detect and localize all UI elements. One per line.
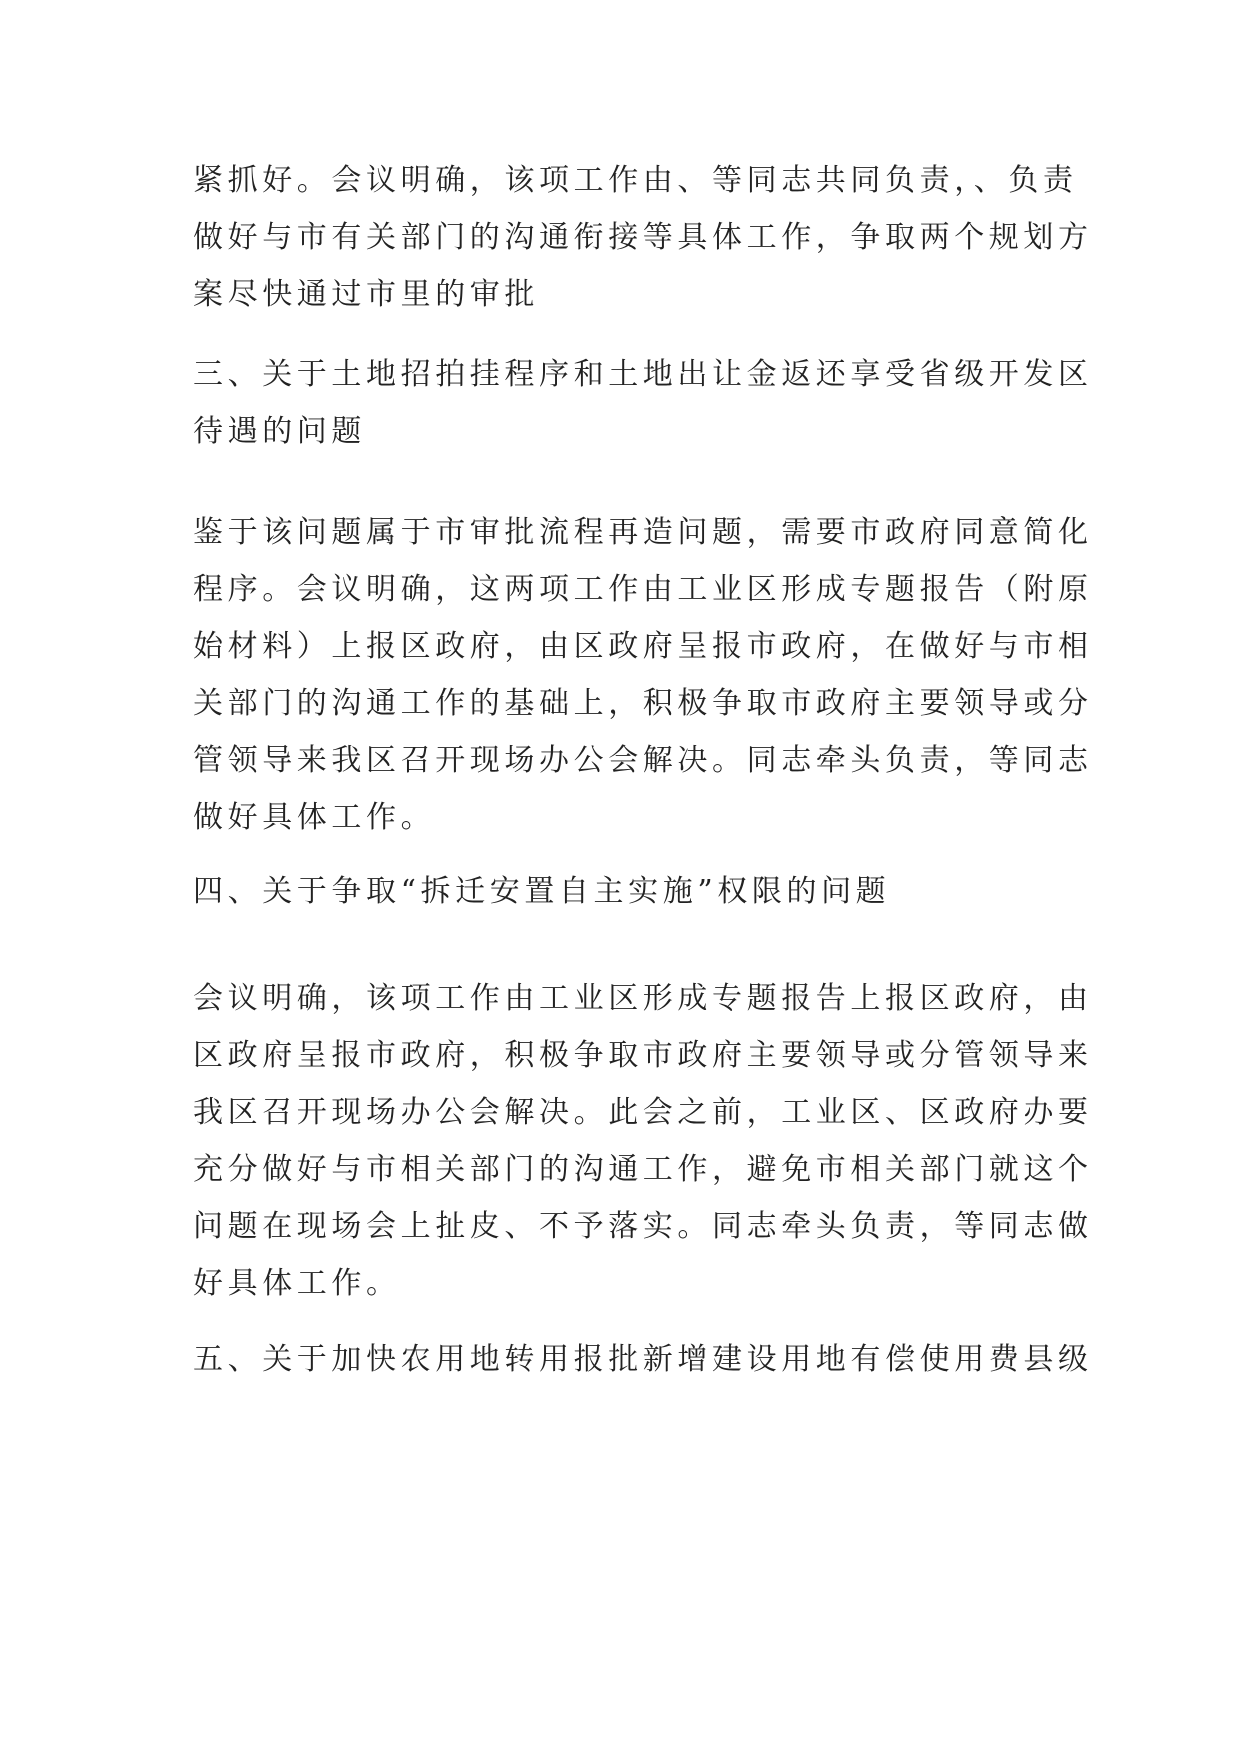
text-line: 我区召开现场办公会解决。此会之前，工业区、区政府办要 xyxy=(193,1095,1093,1130)
section-heading-5 xyxy=(193,1331,1093,1388)
text-line: 会议明确，该项工作由工业区形成专题报告上报区政府，由 xyxy=(193,981,1093,1016)
text-line: 管领导来我区召开现场办公会解决。同志牵头负责，等同志 xyxy=(193,743,1093,778)
text-line: 好具体工作。 xyxy=(193,1266,401,1301)
heading-line: 四、关于争取“拆迁安置自主实施”权限的问题 xyxy=(193,874,891,909)
text-line: 紧抓好。会议明确，该项工作由、等同志共同负责，、负责 xyxy=(193,163,1078,198)
section-heading-4 xyxy=(193,863,1055,920)
text-line: 问题在现场会上扯皮、不予落实。同志牵头负责，等同志做 xyxy=(193,1209,1093,1244)
text-line: 鉴于该问题属于市审批流程再造问题，需要市政府同意简化 xyxy=(193,515,1093,550)
text-line: 做好与市有关部门的沟通衔接等具体工作，争取两个规划方 xyxy=(193,220,1093,255)
heading-line: 待遇的问题 xyxy=(193,414,366,449)
text-line: 充分做好与市相关部门的沟通工作，避免市相关部门就这个 xyxy=(193,1152,1093,1187)
text-line: 区政府呈报市政府，积极争取市政府主要领导或分管领导来 xyxy=(193,1038,1093,1073)
text-line: 程序。会议明确，这两项工作由工业区形成专题报告（附原 xyxy=(193,572,1093,607)
heading-line: 五、关于加快农用地转用报批新增建设用地有偿使用费县级 xyxy=(193,1342,1093,1377)
text-line: 关部门的沟通工作的基础上，积极争取市政府主要领导或分 xyxy=(193,686,1093,721)
paragraph-planning-approval xyxy=(193,152,1093,323)
paragraph-demolition-authority xyxy=(193,970,1093,1312)
paragraph-land-procedure xyxy=(193,504,1093,846)
heading-line: 三、关于土地招拍挂程序和土地出让金返还享受省级开发区 xyxy=(193,357,1093,392)
section-heading-3 xyxy=(193,346,1093,460)
text-line: 做好具体工作。 xyxy=(193,800,436,835)
text-line: 案尽快通过市里的审批 xyxy=(193,277,539,312)
text-line: 始材料）上报区政府，由区政府呈报市政府，在做好与市相 xyxy=(193,629,1093,664)
